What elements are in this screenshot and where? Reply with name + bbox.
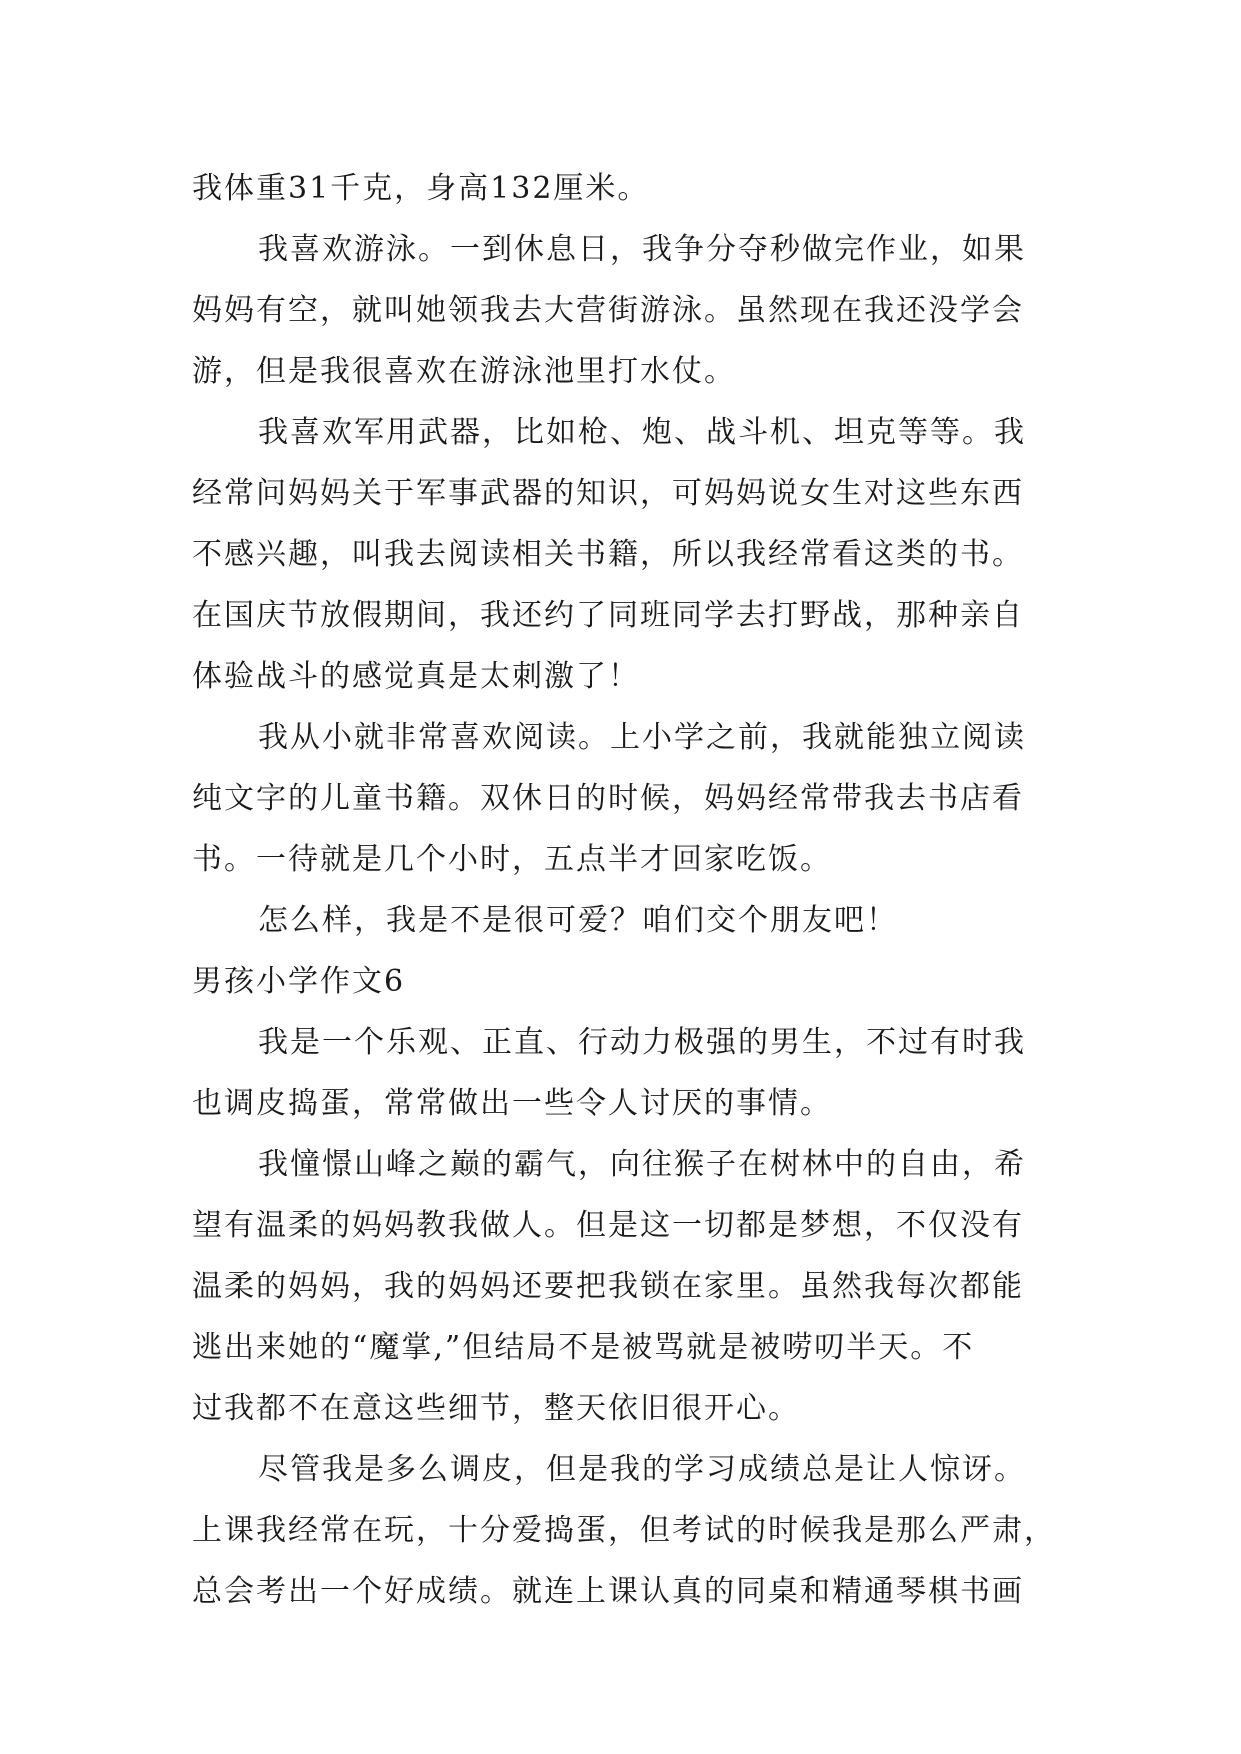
text-line: 总会考出一个好成绩。就连上课认真的同桌和精通琴棋书画 [192,1574,1024,1609]
text-line: 我从小就非常喜欢阅读。上小学之前，我就能独立阅读 [258,720,1026,755]
text-line: 妈妈有空，就叫她领我去大营街游泳。虽然现在我还没学会 [192,293,1024,328]
text-line: 尽管我是多么调皮，但是我的学习成绩总是让人惊讶。 [258,1452,1026,1487]
text-line: 我是一个乐观、正直、行动力极强的男生，不过有时我 [258,1025,1026,1060]
text-line: 在国庆节放假期间，我还约了同班同学去打野战，那种亲自 [192,598,1024,633]
text-line: 过我都不在意这些细节，整天依旧很开心。 [192,1391,800,1426]
text-line: 游，但是我很喜欢在游泳池里打水仗。 [192,354,736,389]
text-line: 体验战斗的感觉真是太刺激了！ [192,659,640,694]
text-line: 望有温柔的妈妈教我做人。但是这一切都是梦想，不仅没有 [192,1208,1024,1243]
document-body [192,158,1072,1622]
text-line: 经常问妈妈关于军事武器的知识，可妈妈说女生对这些东西 [192,476,1024,511]
text-line: 逃出来她的“魔掌,”但结局不是被骂就是被唠叨半天。不 [192,1330,975,1365]
text-line: 我喜欢军用武器，比如枪、炮、战斗机、坦克等等。我 [258,415,1026,450]
text-line: 书。一待就是几个小时，五点半才回家吃饭。 [192,842,832,877]
text-line: 男孩小学作文6 [192,964,406,999]
text-line: 温柔的妈妈，我的妈妈还要把我锁在家里。虽然我每次都能 [192,1269,1024,1304]
text-line: 我体重31千克，身高132厘米。 [192,171,650,206]
text-line: 纯文字的儿童书籍。双休日的时候，妈妈经常带我去书店看 [192,781,1024,816]
text-line: 怎么样，我是不是很可爱？咱们交个朋友吧！ [258,903,898,938]
text-line: 我憧憬山峰之巅的霸气，向往猴子在树林中的自由，希 [258,1147,1026,1182]
text-line: 不感兴趣，叫我去阅读相关书籍，所以我经常看这类的书。 [192,537,1024,572]
text-line: 也调皮捣蛋，常常做出一些令人讨厌的事情。 [192,1086,832,1121]
text-line: 我喜欢游泳。一到休息日，我争分夺秒做完作业，如果 [258,232,1026,267]
text-line: 上课我经常在玩，十分爱捣蛋，但考试的时候我是那么严肃， [192,1513,1056,1548]
